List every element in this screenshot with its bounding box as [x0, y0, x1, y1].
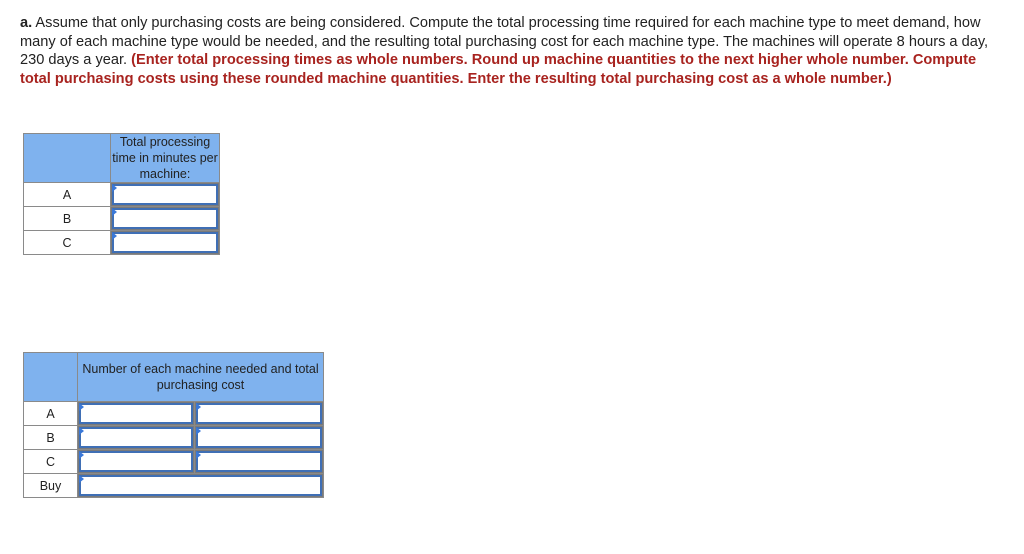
- question-prompt: [20, 14, 995, 88]
- input-flag-icon: [79, 475, 84, 483]
- table2-row-label: B: [24, 426, 78, 450]
- part-label: a.: [20, 15, 33, 31]
- table1-cell: [111, 207, 220, 231]
- table1-corner-header: [24, 134, 111, 183]
- machine-qty-input-a[interactable]: [78, 402, 194, 425]
- table1-row-label: A: [24, 183, 111, 207]
- machine-cost-table: [23, 352, 324, 498]
- table2-cell: [78, 426, 195, 450]
- processing-time-input-c[interactable]: [111, 231, 219, 254]
- input-flag-icon: [196, 427, 201, 435]
- question-text: Assume that only purchasing costs are being considered. Compute the total processing time required for each machine type to meet demand, how many of each machine type would be needed, and the resulting total purchasing cost for each machine type. The machines will operate 8 hours a day, 230 days a year.: [20, 15, 989, 68]
- input-flag-icon: [196, 403, 201, 411]
- instruction-text: (Enter total processing times as whole numbers. Round up machine quantities to the next higher whole number. Compute total purchasing costs using these rounded machine quantities. Enter the resulting total purchasing cost as a whole number.): [20, 52, 977, 87]
- table2-row-label: Buy: [24, 474, 78, 498]
- table2-header: Number of each machine needed and total purchasing cost: [78, 353, 324, 402]
- table1-cell: [111, 183, 220, 207]
- table2-row-label: C: [24, 450, 78, 474]
- table1-row-label: C: [24, 231, 111, 255]
- input-flag-icon: [79, 403, 84, 411]
- processing-time-table: [23, 133, 220, 255]
- table1-header: Total processing time in minutes per machine:: [112, 135, 218, 181]
- table2-corner-header: [24, 353, 78, 402]
- table1-cell: [111, 231, 220, 255]
- processing-time-input-b[interactable]: [111, 207, 219, 230]
- input-flag-icon: [112, 184, 117, 192]
- purchase-cost-input-b[interactable]: [195, 426, 323, 449]
- purchase-cost-input-c[interactable]: [195, 450, 323, 473]
- purchase-cost-input-a[interactable]: [195, 402, 323, 425]
- machine-qty-input-c[interactable]: [78, 450, 194, 473]
- table2-cell: [195, 426, 324, 450]
- table2-cell: [78, 474, 324, 498]
- input-flag-icon: [112, 208, 117, 216]
- input-flag-icon: [79, 427, 84, 435]
- input-flag-icon: [196, 451, 201, 459]
- processing-time-input-a[interactable]: [111, 183, 219, 206]
- table2-cell: [195, 402, 324, 426]
- machine-qty-input-b[interactable]: [78, 426, 194, 449]
- table1-row-label: B: [24, 207, 111, 231]
- table2-cell: [195, 450, 324, 474]
- input-flag-icon: [79, 451, 84, 459]
- table2-cell: [78, 450, 195, 474]
- input-flag-icon: [112, 232, 117, 240]
- table2-cell: [78, 402, 195, 426]
- buy-decision-input[interactable]: [78, 474, 323, 497]
- table2-row-label: A: [24, 402, 78, 426]
